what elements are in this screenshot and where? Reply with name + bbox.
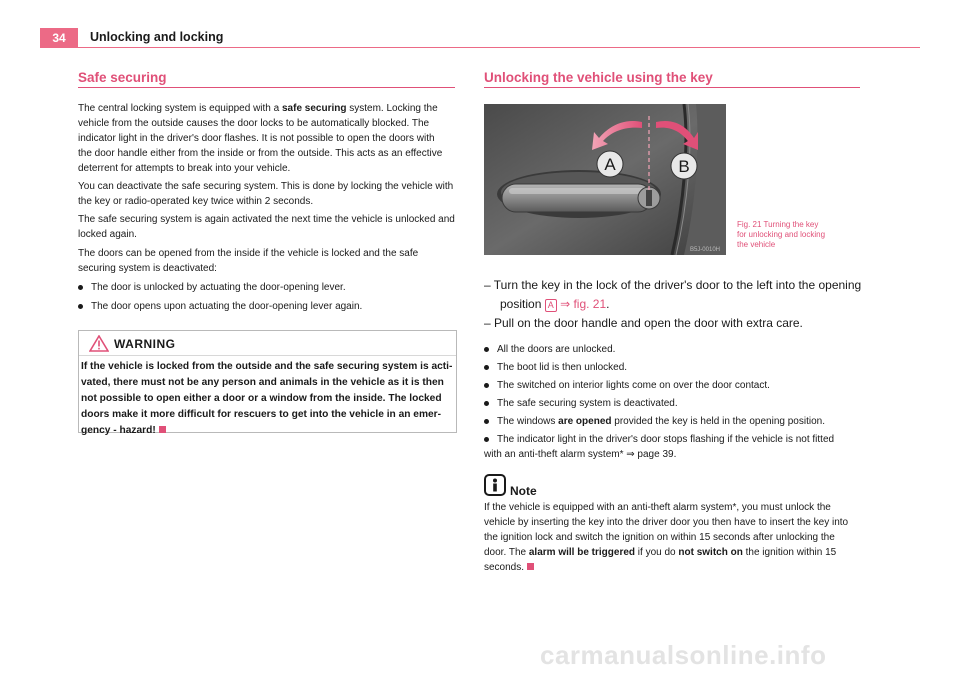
safe-securing-para1: The central locking system is equipped with a safe securing system. Locking the vehicle from the outside causes the door locks to be automatically blocked. The indicator light in the driver's door flashes. It is not possible to open the doors with the door handle either from the inside or from the outside. This acts as an effective deterrent for attempts to break into your vehicle. [78,103,443,174]
list-item: The windows are opened provided the key is held in the opening position. [484,414,825,429]
page-number: 34 [40,28,78,48]
list-item: All the doors are unlocked. [484,342,615,357]
list-item: The door is unlocked by actuating the door-opening lever. [78,280,346,295]
bullet-dot [484,347,489,352]
heading-rule [484,87,860,88]
warning-text: If the vehicle is locked from the outside and the safe securing system is acti- vated, there must not be any person and animals in the vehicle as it is then not possible to open either a door or a window from the inside. The locked doors make it more difficult for rescuers to get into the vehicle in an emer- gency - hazard! [81,361,453,436]
list-item: The door opens upon actuating the door-opening lever again. [78,299,362,314]
end-of-section-mark [159,426,166,433]
deactivate-para: You can deactivate the safe securing system. This is done by locking the vehicle with the key or radio-operated key twice within 2 seconds. [78,181,454,207]
figure-label-a: A [604,155,616,174]
list-item: The safe securing system is deactivated. [484,396,678,411]
watermark: carmanualsonline.info [540,640,827,670]
warning-header [79,331,456,355]
safe-securing-heading: Safe securing [78,70,167,85]
list-item: The boot lid is then unlocked. [484,360,627,375]
step-2: – Pull on the door handle and open the door with extra care. [484,316,803,330]
figure-caption: Fig. 21 Turning the key for unlocking and locking the vehicle [737,220,826,249]
list-item: The indicator light in the driver's door stops flashing if the vehicle is not fitted with an anti-theft alarm system* ⇒ page 39. [484,434,835,460]
bullet-dot [78,304,83,309]
bullet-dot [484,383,489,388]
warning-box [78,330,457,436]
list-item: The switched on interior lights come on over the door contact. [484,378,770,393]
header-rule [40,47,920,48]
bullet-dot [78,285,83,290]
position-a-badge: A [545,299,557,312]
step-1: – Turn the key in the lock of the driver's door to the left into the opening position A ⇒ fig. 21. [484,278,862,311]
running-title: Unlocking and locking [90,30,224,44]
inside-open-para: The doors can be opened from the inside if the vehicle is locked and the safe securing system is deactivated: [78,248,419,274]
note-info-icon [484,474,506,496]
figure-label-b: B [678,157,690,176]
unlocking-heading: Unlocking the vehicle using the key [484,70,713,85]
figure-code: B5J-0010H [689,247,720,253]
warning-triangle-icon [89,335,109,352]
bullet-dot [484,365,489,370]
reactivate-para: The safe securing system is again activated the next time the vehicle is unlocked and locked again. [78,214,455,240]
bullet-dot [484,419,489,424]
note-title: Note [510,484,537,498]
end-of-section-mark [527,563,534,570]
bullet-dot [484,401,489,406]
warning-divider [79,355,456,356]
bullet-dot [484,437,489,442]
figure-reference-link[interactable]: ⇒ fig. 21 [560,297,607,311]
heading-rule [78,87,455,88]
note-text: If the vehicle is equipped with an anti-theft alarm system*, you must unlock the vehicle by inserting the key into the driver door you then have to insert the key into the ignition lock and switch the ignition on within 15 seconds after unlocking the door. The alarm will be triggered if you do not switch on the ignition within 15 seconds. [484,502,849,573]
warning-title: WARNING [114,337,176,351]
figure-door-handle [484,104,726,255]
door-handle-illustration [484,104,726,255]
